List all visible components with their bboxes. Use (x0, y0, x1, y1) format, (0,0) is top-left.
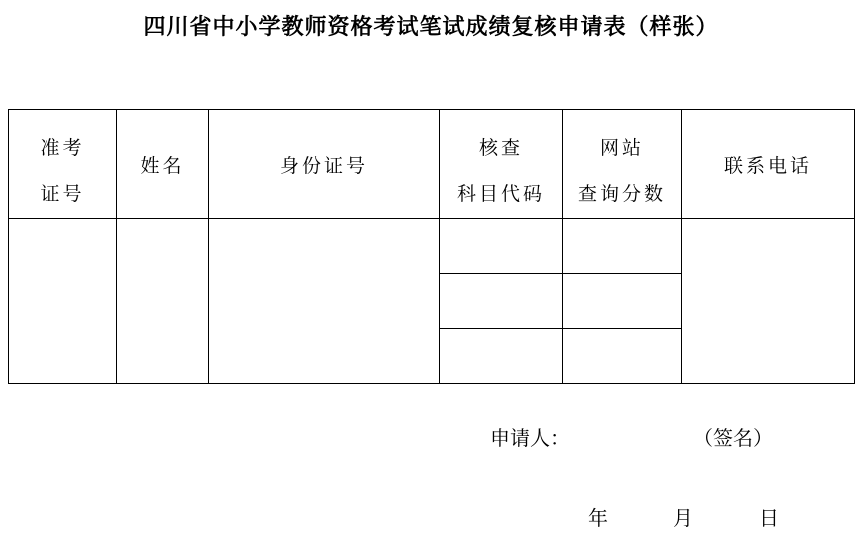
signature-line (490, 422, 773, 451)
date-day-label: 日 (759, 506, 779, 530)
table-header-row (9, 110, 855, 219)
header-id-no: 身份证号 (209, 110, 440, 219)
subject-code-cell[interactable] (440, 219, 563, 274)
web-score-cell[interactable] (563, 329, 682, 384)
id-no-cell[interactable] (209, 219, 440, 384)
admission-no-cell[interactable] (9, 219, 117, 384)
header-admission-no: 准考 证号 (9, 110, 117, 219)
date-year-label: 年 (588, 506, 608, 530)
phone-cell[interactable] (682, 219, 855, 384)
name-cell[interactable] (117, 219, 209, 384)
table-row (9, 219, 855, 274)
subject-code-cell[interactable] (440, 329, 563, 384)
sign-hint: （签名） (693, 426, 773, 450)
subject-code-cell[interactable] (440, 274, 563, 329)
applicant-label: 申请人： (490, 426, 570, 450)
web-score-cell[interactable] (563, 274, 682, 329)
header-subject-code: 核查 科目代码 (440, 110, 563, 219)
form-title: 四川省中小学教师资格考试笔试成绩复核申请表（样张） (143, 15, 719, 40)
date-month-label: 月 (673, 506, 693, 530)
header-web-score: 网站 查询分数 (563, 110, 682, 219)
header-name: 姓名 (117, 110, 209, 219)
application-table (8, 109, 855, 384)
web-score-cell[interactable] (563, 219, 682, 274)
header-phone: 联系电话 (682, 110, 855, 219)
